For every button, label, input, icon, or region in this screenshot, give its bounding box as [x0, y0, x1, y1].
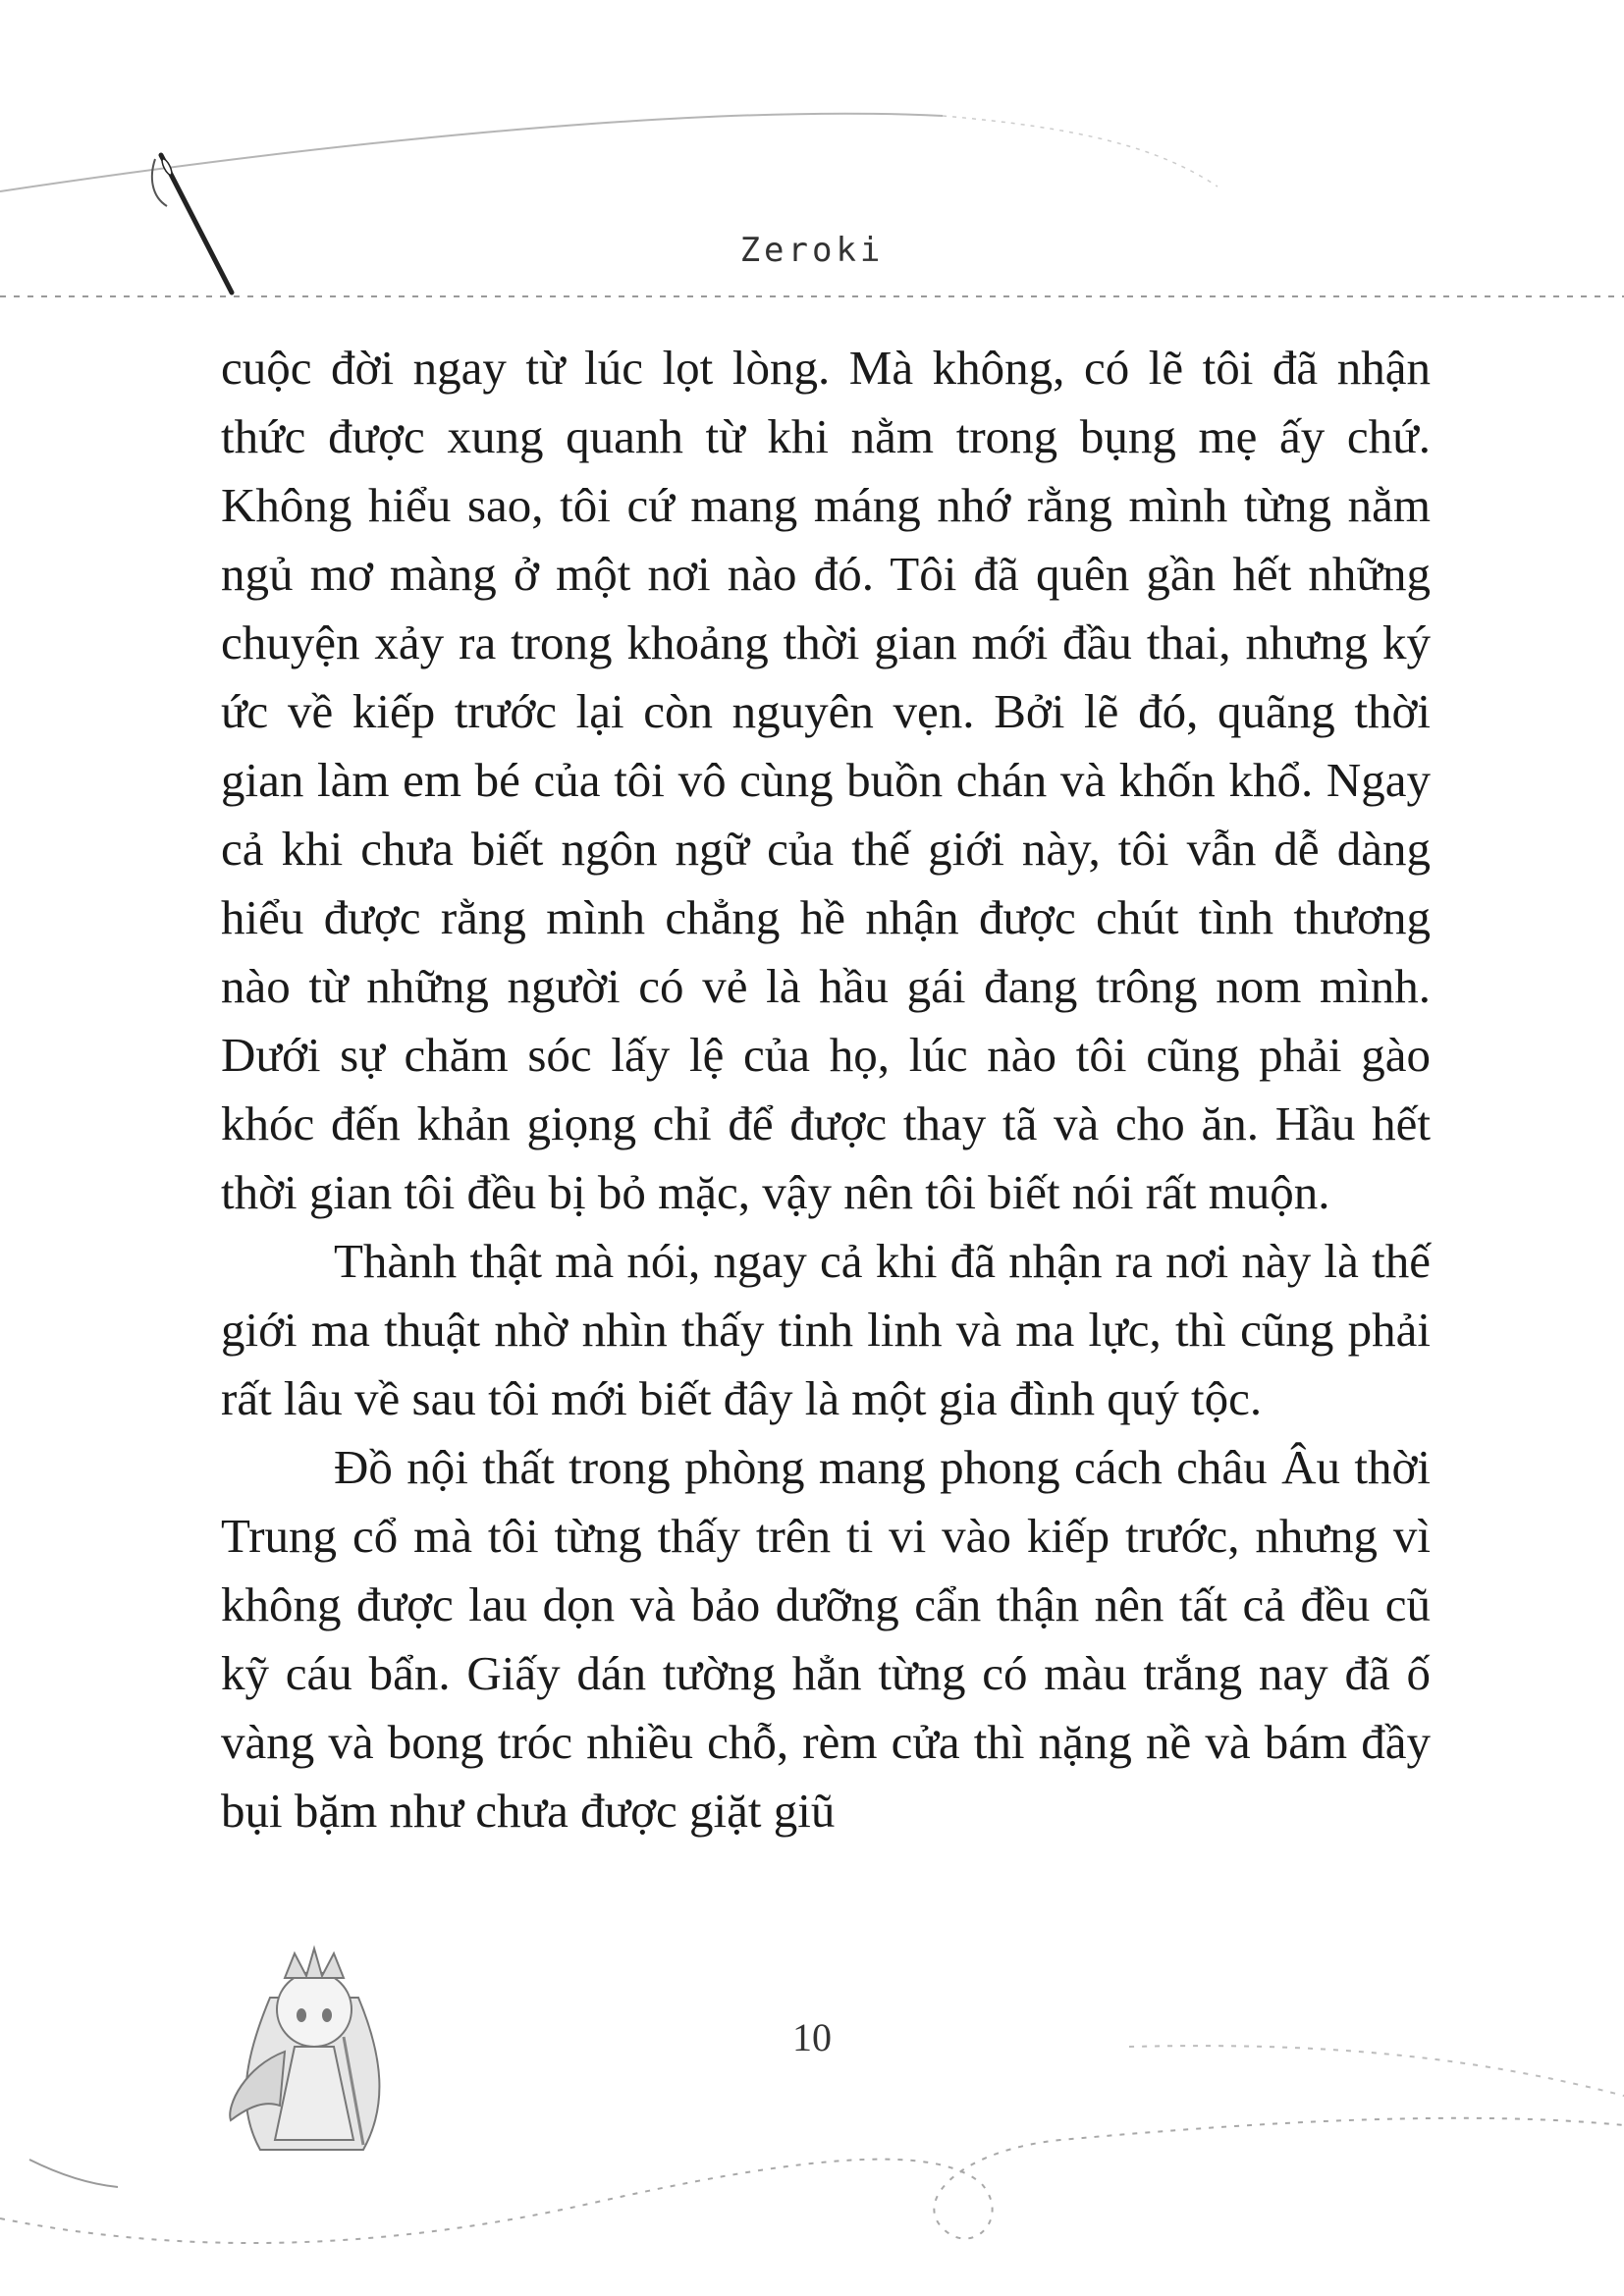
- running-header-title: Zeroki: [739, 231, 885, 270]
- page-number: 10: [792, 2015, 832, 2059]
- paragraph-2: Thành thật mà nói, ngay cả khi đã nhận ra nơi này là thế giới ma thuật nhờ nhìn thấy tinh linh và ma lực, thì cũng phải rất lâu về sau tôi mới biết đây là một gia đình quý tộc.: [221, 1234, 1431, 1425]
- paragraph-1: cuộc đời ngay từ lúc lọt lòng. Mà không, có lẽ tôi đã nhận thức được xung quanh từ khi nằm trong bụng mẹ ấy chứ. Không hiểu sao, tôi cứ mang máng nhớ rằng mình từng nằm ngủ mơ màng ở một nơi nào đó. Tôi đã quên gần hết những chuyện xảy ra trong khoảng thời gian mới đầu thai, nhưng ký ức về kiếp trước lại còn nguyên vẹn. Bởi lẽ đó, quãng thời gian làm em bé của tôi vô cùng buồn chán và khốn khổ. Ngay cả khi chưa biết ngôn ngữ của thế giới này, tôi vẫn dễ dàng hiểu được rằng mình chẳng hề nhận được chút tình thương nào từ những người có vẻ là hầu gái đang trông nom mình. Dưới sự chăm sóc lấy lệ của họ, lúc nào tôi cũng phải gào khóc đến khản giọng chỉ để được thay tã và cho ăn. Hầu hết thời gian tôi đều bị bỏ mặc, vậy nên tôi biết nói rất muộn.: [221, 341, 1431, 1219]
- paragraph-3: Đồ nội thất trong phòng mang phong cách châu Âu thời Trung cổ mà tôi từng thấy trên ti vi vào kiếp trước, nhưng vì không được lau dọn và bảo dưỡng cẩn thận nên tất cả đều cũ kỹ cáu bẩn. Giấy dán tường hẳn từng có màu trắng nay đã ố vàng và bong tróc nhiều chỗ, rèm cửa thì nặng nề và bám đầy bụi bặm như chưa được giặt giũ: [221, 1440, 1431, 1838]
- sewing-needle-icon: [147, 147, 245, 304]
- chapter-body-text: [221, 334, 1431, 1845]
